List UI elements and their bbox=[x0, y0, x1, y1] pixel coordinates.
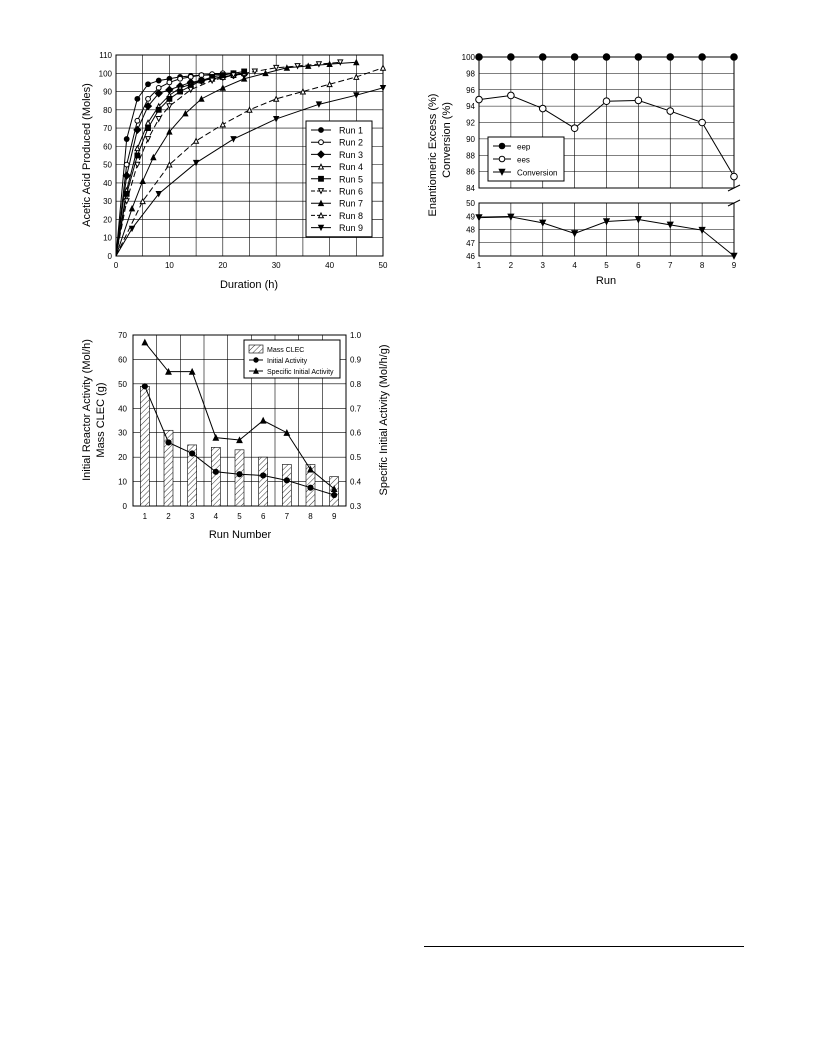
data-point bbox=[237, 472, 242, 477]
legend-label: Initial Activity bbox=[267, 358, 308, 365]
y-right-tick-label: 0.3 bbox=[350, 502, 362, 511]
x-tick-label: 9 bbox=[731, 261, 737, 270]
data-point bbox=[140, 179, 145, 184]
chart1-x-axis-label: Duration (h) bbox=[219, 279, 279, 291]
chart3-legend bbox=[244, 340, 340, 378]
y-tick-label: 100 bbox=[98, 69, 112, 79]
data-point bbox=[332, 492, 337, 497]
data-point bbox=[354, 75, 359, 80]
data-point bbox=[274, 65, 279, 70]
legend-swatch bbox=[249, 345, 263, 353]
y-tick-label: 90 bbox=[103, 87, 112, 97]
y-tick-label: 10 bbox=[103, 233, 112, 243]
legend-marker bbox=[499, 143, 505, 149]
data-point bbox=[242, 76, 247, 81]
data-point bbox=[199, 78, 204, 83]
legend-label: Run 5 bbox=[339, 174, 364, 185]
x-tick-label: 50 bbox=[378, 261, 388, 270]
data-point bbox=[156, 117, 161, 122]
y-right-tick-label: 0.4 bbox=[350, 477, 362, 487]
y-tick-label: 46 bbox=[466, 252, 475, 261]
data-point bbox=[167, 96, 172, 101]
y-tick-label: 90 bbox=[466, 134, 475, 144]
y-tick-label: 30 bbox=[103, 197, 112, 207]
data-point bbox=[667, 108, 674, 115]
data-point bbox=[731, 173, 738, 180]
data-point bbox=[261, 418, 266, 423]
legend-label: Conversion bbox=[517, 168, 558, 178]
legend-label: Run 8 bbox=[339, 210, 364, 221]
x-tick-label: 10 bbox=[164, 261, 174, 270]
chart3-y-axis-label-mass: Mass CLEC (g) bbox=[95, 382, 107, 458]
data-point bbox=[263, 71, 268, 76]
legend-label: Run 6 bbox=[339, 186, 364, 197]
data-point bbox=[261, 473, 266, 478]
data-point bbox=[210, 78, 215, 83]
data-point bbox=[635, 54, 642, 61]
data-point bbox=[199, 96, 204, 101]
data-point bbox=[354, 60, 359, 65]
legend-label: Run 2 bbox=[339, 137, 364, 148]
y-tick-label: 30 bbox=[118, 428, 127, 438]
x-tick-label: 7 bbox=[284, 512, 290, 521]
y-tick-label: 0 bbox=[107, 252, 112, 261]
legend-item bbox=[249, 345, 304, 354]
data-point bbox=[508, 54, 515, 61]
chart2-y-axis-label: Enantiomeric Excess (%) bbox=[427, 93, 439, 217]
data-point bbox=[381, 85, 386, 90]
data-point bbox=[571, 54, 578, 61]
x-tick-label: 3 bbox=[540, 261, 545, 270]
chart3-right-axis-label: Specific Initial Activity (Mol/h/g) bbox=[378, 344, 390, 496]
x-tick-label: 4 bbox=[572, 261, 577, 270]
data-point bbox=[308, 485, 313, 490]
data-point bbox=[220, 85, 225, 90]
data-point bbox=[190, 369, 195, 374]
legend-label: Run 3 bbox=[339, 149, 364, 160]
data-point bbox=[151, 155, 156, 160]
data-point bbox=[166, 440, 171, 445]
y-tick-label: 110 bbox=[99, 51, 112, 60]
data-point bbox=[667, 54, 674, 61]
legend-label: Mass CLEC bbox=[267, 347, 305, 354]
data-point bbox=[381, 65, 386, 70]
chart2-y-axis-label-conversion: Conversion (%) bbox=[441, 102, 453, 178]
data-point bbox=[635, 97, 642, 104]
chart2-legend bbox=[488, 137, 564, 181]
x-tick-label: 30 bbox=[271, 261, 281, 270]
data-point bbox=[327, 62, 332, 67]
chart3-y-axis-label: Initial Reactor Activity (Mol/h) bbox=[81, 339, 93, 481]
data-point bbox=[178, 76, 183, 81]
legend-label: Specific Initial Activity bbox=[267, 369, 334, 376]
y-tick-label: 60 bbox=[118, 355, 127, 365]
data-point bbox=[130, 206, 135, 211]
y-tick-label: 96 bbox=[466, 85, 475, 95]
data-point bbox=[156, 78, 161, 83]
y-tick-label: 94 bbox=[466, 102, 475, 112]
data-point bbox=[317, 62, 322, 67]
x-tick-label: 5 bbox=[604, 261, 609, 270]
data-point bbox=[146, 137, 151, 142]
footnote-rule bbox=[424, 946, 744, 947]
data-point bbox=[135, 162, 140, 167]
data-point bbox=[354, 93, 359, 98]
data-point bbox=[603, 98, 610, 105]
legend-marker bbox=[319, 140, 324, 145]
y-tick-label: 50 bbox=[466, 199, 475, 208]
y-tick-label: 92 bbox=[466, 118, 475, 128]
data-point bbox=[476, 96, 483, 103]
x-tick-label: 5 bbox=[237, 512, 242, 521]
x-tick-label: 2 bbox=[166, 512, 171, 521]
data-point bbox=[284, 430, 289, 435]
y-tick-label: 10 bbox=[118, 477, 127, 487]
chart2-x-axis-label: Run bbox=[595, 275, 617, 287]
y-right-tick-label: 1.0 bbox=[350, 331, 362, 340]
data-point bbox=[317, 102, 322, 107]
legend-label: ees bbox=[517, 155, 530, 165]
y-tick-label: 88 bbox=[466, 151, 475, 161]
data-point bbox=[247, 107, 252, 112]
x-tick-label: 2 bbox=[508, 261, 514, 270]
y-right-tick-label: 0.6 bbox=[350, 428, 362, 438]
series-eep bbox=[476, 54, 738, 61]
data-point bbox=[699, 119, 706, 126]
data-point bbox=[220, 73, 225, 78]
x-tick-label: 8 bbox=[308, 512, 313, 521]
legend-marker bbox=[319, 128, 324, 133]
legend-marker bbox=[254, 358, 258, 362]
legend-label: eep bbox=[517, 142, 531, 152]
x-tick-label: 3 bbox=[189, 512, 195, 521]
data-point bbox=[327, 82, 332, 87]
y-tick-label: 48 bbox=[466, 225, 475, 235]
data-point bbox=[539, 105, 546, 112]
data-point bbox=[306, 64, 311, 69]
y-tick-label: 40 bbox=[118, 404, 127, 414]
legend-marker bbox=[319, 176, 324, 181]
y-right-tick-label: 0.5 bbox=[350, 453, 362, 463]
x-tick-label: 4 bbox=[213, 512, 219, 521]
x-tick-label: 1 bbox=[142, 512, 148, 521]
data-point bbox=[539, 54, 546, 61]
y-tick-label: 98 bbox=[466, 69, 475, 79]
data-point bbox=[301, 89, 306, 94]
x-tick-label: 7 bbox=[668, 261, 673, 270]
data-point bbox=[731, 54, 738, 61]
data-point bbox=[571, 125, 578, 132]
data-point bbox=[135, 153, 140, 158]
x-tick-label: 40 bbox=[325, 261, 335, 270]
series-line bbox=[116, 74, 244, 256]
x-tick-label: 8 bbox=[699, 261, 705, 270]
data-point bbox=[476, 54, 483, 61]
data-point bbox=[213, 469, 218, 474]
legend-marker bbox=[499, 156, 505, 162]
data-point bbox=[220, 122, 225, 127]
chart1-legend bbox=[306, 121, 372, 237]
bar bbox=[140, 386, 149, 506]
data-point bbox=[603, 54, 610, 61]
y-tick-label: 84 bbox=[466, 184, 475, 193]
bar bbox=[235, 450, 244, 506]
data-point bbox=[295, 64, 300, 69]
y-tick-label: 40 bbox=[103, 178, 112, 188]
data-point bbox=[190, 451, 195, 456]
data-point bbox=[194, 138, 199, 143]
data-point bbox=[124, 137, 129, 142]
data-point bbox=[142, 340, 147, 345]
y-tick-label: 50 bbox=[103, 160, 112, 170]
bar bbox=[282, 464, 291, 506]
data-point bbox=[135, 118, 140, 123]
x-tick-label: 0 bbox=[113, 261, 119, 270]
data-point bbox=[178, 89, 183, 94]
legend-label: Run 7 bbox=[339, 198, 364, 209]
data-point bbox=[231, 137, 236, 142]
data-point bbox=[284, 65, 289, 70]
data-point bbox=[123, 172, 130, 179]
x-tick-label: 6 bbox=[636, 261, 641, 270]
data-point bbox=[135, 96, 140, 101]
y-right-tick-label: 0.8 bbox=[350, 379, 362, 389]
data-point bbox=[213, 435, 218, 440]
y-tick-label: 50 bbox=[118, 379, 127, 389]
y-tick-label: 0 bbox=[122, 502, 127, 511]
data-point bbox=[699, 54, 706, 61]
data-point bbox=[284, 478, 289, 483]
data-point bbox=[130, 226, 135, 231]
y-tick-label: 100 bbox=[461, 53, 475, 62]
x-tick-label: 20 bbox=[218, 261, 228, 270]
y-tick-label: 86 bbox=[466, 167, 475, 177]
data-point bbox=[508, 92, 515, 99]
legend-label: Run 1 bbox=[339, 125, 364, 136]
y-tick-label: 80 bbox=[103, 105, 112, 115]
x-tick-label: 9 bbox=[331, 512, 337, 521]
y-tick-label: 49 bbox=[466, 212, 475, 222]
data-point bbox=[156, 107, 161, 112]
legend-label: Run 9 bbox=[339, 223, 364, 234]
y-tick-label: 70 bbox=[103, 124, 112, 134]
data-point bbox=[167, 80, 172, 85]
y-tick-label: 20 bbox=[103, 215, 112, 225]
data-point bbox=[274, 96, 279, 101]
y-right-tick-label: 0.7 bbox=[350, 404, 362, 414]
data-point bbox=[274, 117, 279, 122]
data-point bbox=[146, 126, 151, 131]
chart1-y-axis-label: Acetic Acid Produced (Moles) bbox=[81, 83, 93, 227]
data-point bbox=[146, 82, 151, 87]
chart3-x-axis-label: Run Number bbox=[208, 529, 272, 541]
y-tick-label: 20 bbox=[118, 453, 127, 463]
bar bbox=[259, 457, 268, 506]
y-tick-label: 47 bbox=[466, 238, 475, 248]
legend-label: Run 4 bbox=[339, 162, 364, 173]
x-tick-label: 6 bbox=[260, 512, 266, 521]
data-point bbox=[146, 96, 151, 101]
x-tick-label: 1 bbox=[476, 261, 482, 270]
y-tick-label: 60 bbox=[103, 142, 112, 152]
data-point bbox=[142, 384, 147, 389]
y-right-tick-label: 0.9 bbox=[350, 355, 362, 365]
y-tick-label: 70 bbox=[118, 331, 127, 340]
data-point bbox=[572, 231, 578, 237]
bar bbox=[211, 447, 220, 506]
